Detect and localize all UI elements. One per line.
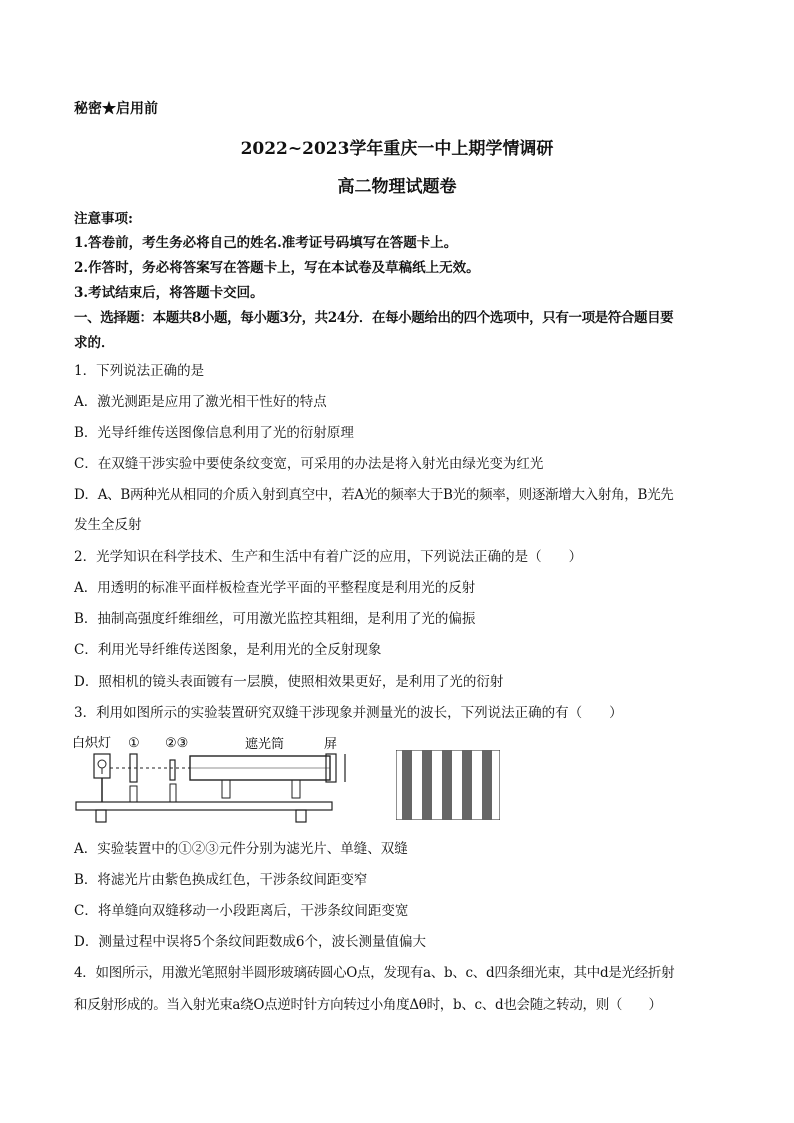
optical-bench (76, 802, 332, 810)
notice-item: 1.答卷前，考生务必将自己的姓名.准考证号码填写在答题卡上。 (74, 235, 458, 251)
section-heading: 一、选择题：本题共8小题，每小题3分，共24分．在每小题给出的四个选项中，只有一项是符合题目要 (74, 310, 674, 326)
question-2-option-c: C．利用光导纤维传送图象，是利用光的全反射现象 (74, 642, 382, 658)
secret-label: 秘密★启用前 (74, 101, 158, 117)
question-1-option-c: C．在双缝干涉实验中要使条纹变宽，可采用的办法是将入射光由绿光变为红光 (74, 456, 544, 472)
lamp-icon (94, 754, 110, 778)
question-1-option-b: B．光导纤维传送图像信息利用了光的衍射原理 (74, 425, 354, 441)
interference-fringes-figure (396, 750, 500, 820)
question-1-option-a: A．激光测距是应用了激光相干性好的特点 (74, 394, 327, 410)
question-3-option-a: A．实验装置中的①②③元件分别为滤光片、单缝、双缝 (74, 841, 408, 857)
question-1-stem: 1．下列说法正确的是 (74, 363, 205, 379)
question-3-option-d: D．测量过程中误将5个条纹间距数成6个，波长测量值偏大 (74, 934, 427, 950)
component-2-3-label: ②③ (165, 736, 189, 751)
exam-title: 2022~2023学年重庆一中上期学情调研 (240, 139, 554, 159)
notice-item: 3.考试结束后，将答题卡交回。 (74, 285, 264, 301)
question-4-stem: 4．如图所示，用激光笔照射半圆形玻璃砖圆心O点，发现有a、b、c、d四条细光束，其中d是光经折射 (74, 965, 675, 981)
slit-component (170, 760, 175, 780)
question-2-option-b: B．抽制高强度纤维细丝，可用激光监控其粗细，是利用了光的偏振 (74, 611, 476, 627)
question-4-stem-cont: 和反射形成的。当入射光束a绕O点逆时针方向转过小角度Δθ时，b、c、d也会随之转动，则（ ） (74, 997, 662, 1013)
double-slit-apparatus-diagram (70, 730, 360, 830)
question-2-option-a: A．用透明的标准平面样板检查光学平面的平整程度是利用光的反射 (74, 580, 476, 596)
question-2-stem: 2．光学知识在科学技术、生产和生活中有着广泛的应用，下列说法正确的是（ ） (74, 549, 583, 565)
screen-label: 屏 (324, 737, 338, 752)
question-3-stem: 3．利用如图所示的实验装置研究双缝干涉现象并测量光的波长，下列说法正确的有（ ） (74, 705, 623, 721)
exam-subtitle: 高二物理试题卷 (337, 177, 457, 197)
lamp-label: 白炽灯 (72, 736, 112, 751)
tube-label: 遮光筒 (245, 737, 285, 752)
notice-item: 2.作答时，务必将答案写在答题卡上，写在本试卷及草稿纸上无效。 (74, 260, 480, 276)
question-3-option-c: C．将单缝向双缝移动一小段距离后，干涉条纹间距变宽 (74, 903, 409, 919)
question-3-option-b: B．将滤光片由紫色换成红色，干涉条纹间距变窄 (74, 872, 368, 888)
question-1-option-d: D．A、B两种光从相同的介质入射到真空中，若A光的频率大于B光的频率，则逐渐增大入射角，B光先 (74, 487, 674, 503)
question-2-option-d: D．照相机的镜头表面镀有一层膜，使照相效果更好，是利用了光的衍射 (74, 674, 504, 690)
component-1-label: ① (128, 736, 140, 751)
notice-heading: 注意事项: (74, 211, 133, 227)
question-1-option-d-cont: 发生全反射 (74, 517, 142, 533)
section-heading-cont: 求的． (74, 335, 115, 351)
